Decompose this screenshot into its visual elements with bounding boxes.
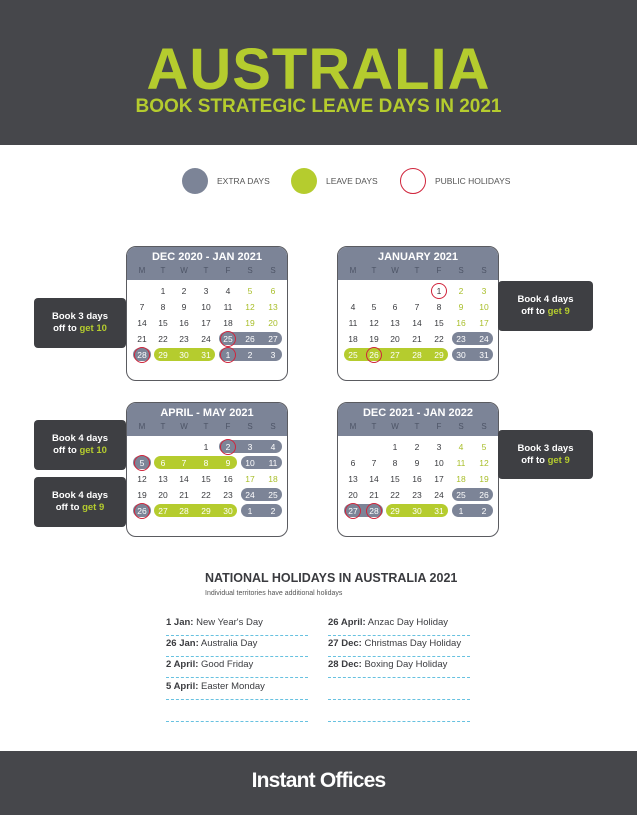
calendar-day: 1 xyxy=(203,442,209,452)
callout-highlight: get 9 xyxy=(547,306,570,317)
calendar-dec2021-jan2022 xyxy=(337,402,499,537)
calendar-day: 25 xyxy=(348,350,358,360)
calendar-day: 3 xyxy=(270,350,276,360)
page-title: AUSTRALIA xyxy=(146,37,491,102)
public-holiday-marker xyxy=(431,283,447,299)
holidays-subheading: Individual territories have additional holidays xyxy=(205,590,343,597)
public-holiday-marker xyxy=(220,439,236,455)
weekday-label: F xyxy=(436,422,442,431)
calendar-title: JANUARY 2021 xyxy=(377,251,459,263)
calendar-day: 31 xyxy=(201,350,211,360)
callout-line: Book 3 days xyxy=(517,442,574,454)
holiday-name: Christmas Day Holiday xyxy=(364,638,462,649)
calendar-day: 17 xyxy=(479,318,489,328)
calendar-day: 7 xyxy=(414,302,420,312)
legend-holiday xyxy=(400,168,510,194)
calendar-day: 23 xyxy=(456,334,466,344)
callout-highlight: get 9 xyxy=(547,454,570,466)
extra-days-swatch xyxy=(182,168,208,194)
callout-line: Book 3 days xyxy=(52,311,108,322)
calendar-day: 22 xyxy=(158,334,168,344)
calendar-day: 23 xyxy=(179,334,189,344)
calendar-day: 31 xyxy=(434,506,444,516)
calendar-day: 26 xyxy=(479,490,489,500)
calendar-day: 3 xyxy=(247,442,253,452)
calendar-day: 20 xyxy=(158,490,168,500)
calendar-day: 22 xyxy=(390,490,400,500)
calendar-day: 15 xyxy=(390,474,400,484)
calendar-day: 2 xyxy=(458,286,464,296)
calendar-day: 13 xyxy=(390,318,400,328)
calendar-day: 1 xyxy=(160,286,166,296)
footer-banner xyxy=(0,751,637,815)
weekday-label: S xyxy=(481,266,487,275)
calendar-day: 15 xyxy=(158,318,168,328)
calendar-day: 28 xyxy=(369,506,379,516)
holiday-date: 26 April: xyxy=(328,617,366,628)
calendar-day: 17 xyxy=(245,474,255,484)
calendar-day: 6 xyxy=(160,458,166,468)
legend-extra xyxy=(182,168,270,194)
calendar-day: 19 xyxy=(245,318,255,328)
weekday-label: S xyxy=(270,422,276,431)
callout-highlight: get 9 xyxy=(82,502,105,513)
weekday-label: W xyxy=(180,422,188,431)
calendar-title: DEC 2020 - JAN 2021 xyxy=(151,251,263,263)
public-holiday-marker xyxy=(134,503,150,519)
calendar-day: 25 xyxy=(223,334,233,344)
callout-pre: off to xyxy=(53,323,80,334)
calendar-day: 10 xyxy=(245,458,255,468)
public-holiday-marker xyxy=(345,503,361,519)
calendar-day: 4 xyxy=(225,286,231,296)
calendar-day: 19 xyxy=(137,490,147,500)
calendar-day: 1 xyxy=(436,286,442,296)
calendar-header xyxy=(127,403,287,436)
callout-line: Book 4 days xyxy=(517,294,574,305)
holiday-item-empty xyxy=(166,703,308,722)
calendar-day: 2 xyxy=(181,286,187,296)
calendar-day: 23 xyxy=(223,490,233,500)
calendar-day: 4 xyxy=(350,302,356,312)
calendar-day: 28 xyxy=(412,350,422,360)
weekday-label: T xyxy=(414,266,420,275)
public-holiday-marker xyxy=(134,455,150,471)
calendar-day: 28 xyxy=(179,506,189,516)
holiday-item-empty xyxy=(328,681,470,700)
calendar-day: 3 xyxy=(481,286,487,296)
calendar-day: 24 xyxy=(245,490,255,500)
calendar-day: 26 xyxy=(137,506,147,516)
holiday-date: 1 Jan: xyxy=(166,617,194,628)
weekday-label: S xyxy=(458,422,464,431)
calendar-day: 30 xyxy=(223,506,233,516)
callout-line: Book 4 days xyxy=(52,433,108,444)
holiday-date: 28 Dec: xyxy=(328,659,362,670)
calendar-day: 4 xyxy=(458,442,464,452)
calendar-day: 8 xyxy=(436,302,442,312)
weekday-label: S xyxy=(247,422,253,431)
calendar-day: 5 xyxy=(139,458,145,468)
calendar-day: 21 xyxy=(412,334,422,344)
calendar-day: 30 xyxy=(456,350,466,360)
weekday-label: W xyxy=(180,266,188,275)
calendar-day: 27 xyxy=(158,506,168,516)
holiday-name: Australia Day xyxy=(200,638,258,649)
calendar-day: 5 xyxy=(481,442,487,452)
holiday-item xyxy=(328,659,470,678)
calendar-day: 2 xyxy=(481,506,487,516)
calendar-day: 2 xyxy=(270,506,276,516)
callout-book-leave xyxy=(34,477,126,527)
calendar-day: 14 xyxy=(412,318,422,328)
calendar-day: 2 xyxy=(247,350,253,360)
calendar-day: 9 xyxy=(458,302,464,312)
calendar-day: 16 xyxy=(412,474,422,484)
weekday-label: M xyxy=(349,422,357,431)
calendar-day: 12 xyxy=(369,318,379,328)
holiday-item-empty xyxy=(328,703,470,722)
calendar-day: 27 xyxy=(390,350,400,360)
calendar-day: 22 xyxy=(434,334,444,344)
calendar-day: 9 xyxy=(181,302,187,312)
calendar-day: 25 xyxy=(456,490,466,500)
holiday-name: Good Friday xyxy=(201,659,254,670)
calendar-day: 2 xyxy=(414,442,420,452)
weekday-label: S xyxy=(270,266,276,275)
calendar-day: 1 xyxy=(392,442,398,452)
calendar-day: 22 xyxy=(201,490,211,500)
legend-label: EXTRA DAYS xyxy=(217,176,270,186)
calendar-day: 5 xyxy=(371,302,377,312)
callout-pre: off to xyxy=(53,445,80,456)
calendar-day: 18 xyxy=(456,474,466,484)
callout-book-leave xyxy=(34,298,126,348)
calendar-day: 7 xyxy=(371,458,377,468)
calendar-day: 6 xyxy=(350,458,356,468)
calendar-day: 8 xyxy=(392,458,398,468)
weekday-label: M xyxy=(138,266,146,275)
weekday-label: M xyxy=(138,422,146,431)
calendar-title: DEC 2021 - JAN 2022 xyxy=(362,407,474,419)
public-holiday-swatch xyxy=(400,168,426,194)
calendar-header xyxy=(338,403,498,436)
calendar-day: 6 xyxy=(270,286,276,296)
calendar-day: 21 xyxy=(179,490,189,500)
calendar-day: 20 xyxy=(390,334,400,344)
calendar-day: 24 xyxy=(479,334,489,344)
callout-pre: off to xyxy=(521,454,548,466)
calendar-day: 29 xyxy=(201,506,211,516)
holiday-name: Boxing Day Holiday xyxy=(364,659,448,670)
weekday-label: F xyxy=(225,266,231,275)
public-holiday-marker xyxy=(220,331,236,347)
calendar-day: 30 xyxy=(179,350,189,360)
calendar-day: 4 xyxy=(270,442,276,452)
brand-logo: Instant Offices xyxy=(251,769,386,792)
holiday-item xyxy=(166,681,308,700)
weekday-label: T xyxy=(371,266,377,275)
calendar-day: 15 xyxy=(201,474,211,484)
weekday-label: S xyxy=(481,422,487,431)
page-subtitle: BOOK STRATEGIC LEAVE DAYS IN 2021 xyxy=(135,96,502,117)
calendar-day: 1 xyxy=(225,350,231,360)
calendar-day: 17 xyxy=(434,474,444,484)
calendar-apr-may2021 xyxy=(126,402,288,537)
public-holiday-marker xyxy=(220,347,236,363)
callout-pre: off to xyxy=(55,502,83,513)
calendar-day: 24 xyxy=(434,490,444,500)
calendar-day: 19 xyxy=(479,474,489,484)
holiday-date: 26 Jan: xyxy=(166,638,199,649)
calendar-day: 11 xyxy=(268,458,278,468)
holiday-item xyxy=(328,638,470,657)
calendar-day: 13 xyxy=(268,302,278,312)
calendar-day: 18 xyxy=(223,318,233,328)
calendar-day: 23 xyxy=(412,490,422,500)
calendar-day: 11 xyxy=(223,302,233,312)
holiday-date: 2 April: xyxy=(166,659,199,670)
calendar-day: 9 xyxy=(225,458,231,468)
calendar-day: 14 xyxy=(137,318,147,328)
holiday-date: 5 April: xyxy=(166,681,199,692)
weekday-label: S xyxy=(458,266,464,275)
calendar-day: 26 xyxy=(245,334,255,344)
public-holiday-marker xyxy=(366,347,382,363)
weekday-label: W xyxy=(391,422,399,431)
public-holiday-marker xyxy=(366,503,382,519)
holiday-date: 27 Dec: xyxy=(328,638,362,649)
calendar-day: 9 xyxy=(414,458,420,468)
calendar-day: 16 xyxy=(456,318,466,328)
calendar-day: 7 xyxy=(139,302,145,312)
calendar-day: 8 xyxy=(203,458,209,468)
public-holiday-marker xyxy=(134,347,150,363)
calendar-jan2021 xyxy=(337,246,499,381)
calendar-day: 11 xyxy=(348,318,358,328)
calendar-day: 2 xyxy=(225,442,231,452)
callout-book-leave xyxy=(498,281,593,331)
calendar-day: 12 xyxy=(137,474,147,484)
calendar-header xyxy=(127,247,287,280)
calendar-day: 13 xyxy=(158,474,168,484)
callout-pre: off to xyxy=(521,306,548,317)
calendar-header xyxy=(338,247,498,280)
calendar-day: 29 xyxy=(158,350,168,360)
weekday-label: T xyxy=(160,422,166,431)
holidays-heading: NATIONAL HOLIDAYS IN AUSTRALIA 2021 xyxy=(205,571,458,585)
weekday-label: S xyxy=(247,266,253,275)
holiday-name: New Year's Day xyxy=(196,617,263,628)
weekday-label: M xyxy=(349,266,357,275)
callout-highlight: get 10 xyxy=(79,445,107,456)
calendar-day: 26 xyxy=(369,350,379,360)
weekday-label: F xyxy=(225,422,231,431)
calendar-day: 21 xyxy=(137,334,147,344)
calendar-day: 18 xyxy=(268,474,278,484)
calendar-day: 18 xyxy=(348,334,358,344)
holiday-item xyxy=(328,617,470,636)
calendar-day: 29 xyxy=(390,506,400,516)
calendar-day: 25 xyxy=(268,490,278,500)
calendar-day: 1 xyxy=(247,506,253,516)
calendar-day: 10 xyxy=(479,302,489,312)
calendar-day: 12 xyxy=(245,302,255,312)
weekday-label: T xyxy=(160,266,166,275)
callout-highlight: get 10 xyxy=(79,323,107,334)
calendar-day: 27 xyxy=(268,334,278,344)
weekday-label: W xyxy=(391,266,399,275)
calendar-day: 3 xyxy=(203,286,209,296)
leave-days-swatch xyxy=(291,168,317,194)
calendar-day: 3 xyxy=(436,442,442,452)
calendar-day: 16 xyxy=(179,318,189,328)
calendar-day: 15 xyxy=(434,318,444,328)
legend-label: PUBLIC HOLIDAYS xyxy=(435,176,511,186)
calendar-day: 11 xyxy=(456,458,466,468)
calendar-day: 31 xyxy=(479,350,489,360)
holiday-item xyxy=(166,659,308,678)
legend-label: LEAVE DAYS xyxy=(326,176,378,186)
holiday-item xyxy=(166,638,308,657)
calendar-day: 6 xyxy=(392,302,398,312)
calendar-day: 7 xyxy=(181,458,187,468)
weekday-label: F xyxy=(436,266,442,275)
calendar-day: 20 xyxy=(348,490,358,500)
calendar-day: 20 xyxy=(268,318,278,328)
calendar-day: 10 xyxy=(201,302,211,312)
holiday-name: Anzac Day Holiday xyxy=(367,617,449,628)
callout-line: Book 4 days xyxy=(52,490,108,501)
calendar-day: 13 xyxy=(348,474,358,484)
calendar-day: 28 xyxy=(137,350,147,360)
calendar-day: 21 xyxy=(369,490,379,500)
calendar-day: 12 xyxy=(479,458,489,468)
weekday-label: T xyxy=(203,422,209,431)
callout-book-leave xyxy=(498,430,593,479)
holiday-name: Easter Monday xyxy=(201,681,265,692)
callout-book-leave xyxy=(34,420,126,470)
calendar-day: 8 xyxy=(160,302,166,312)
calendar-day: 30 xyxy=(412,506,422,516)
calendar-dec2020-jan2021 xyxy=(126,246,288,381)
calendar-day: 10 xyxy=(434,458,444,468)
calendar-day: 14 xyxy=(369,474,379,484)
calendar-day: 29 xyxy=(434,350,444,360)
legend-leave xyxy=(291,168,378,194)
calendar-day: 24 xyxy=(201,334,211,344)
calendar-day: 1 xyxy=(458,506,464,516)
weekday-label: T xyxy=(203,266,209,275)
calendar-day: 17 xyxy=(201,318,211,328)
calendar-day: 5 xyxy=(247,286,253,296)
calendar-day: 16 xyxy=(223,474,233,484)
weekday-label: T xyxy=(371,422,377,431)
header-banner xyxy=(0,0,637,145)
calendar-day: 14 xyxy=(179,474,189,484)
weekday-label: T xyxy=(414,422,420,431)
calendar-title: APRIL - MAY 2021 xyxy=(160,407,254,419)
calendar-day: 27 xyxy=(348,506,358,516)
holiday-item xyxy=(166,617,308,636)
calendar-day: 19 xyxy=(369,334,379,344)
